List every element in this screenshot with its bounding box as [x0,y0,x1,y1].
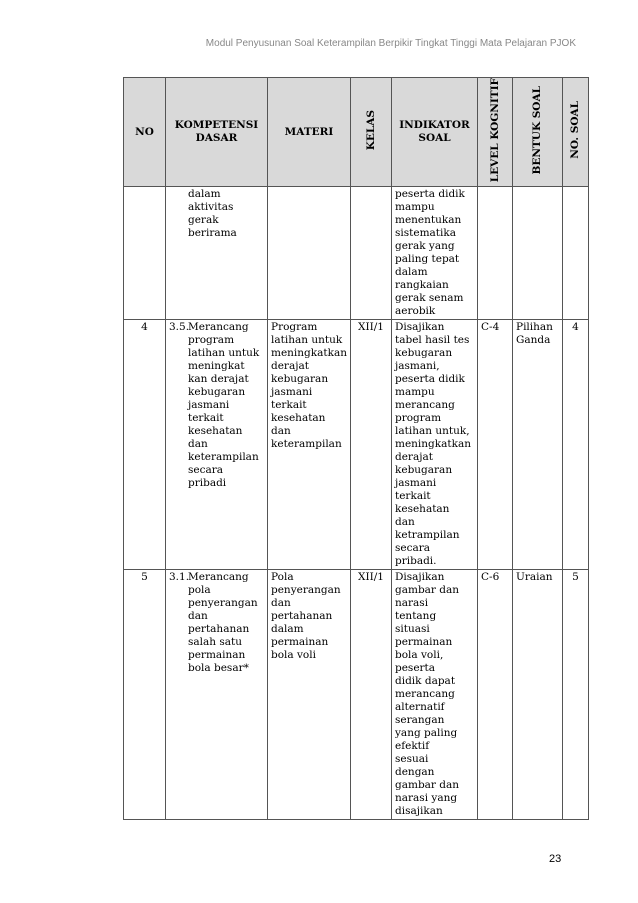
cell-kelas: XII/1 [351,570,392,820]
col-header-kompetensi-dasar: KOMPETENSI DASAR [166,78,268,187]
cell-nosoal: 5 [563,570,589,820]
cell-level: C-4 [478,320,513,570]
cell-no: 5 [124,570,166,820]
cell-indikator: Disajikan tabel hasil tes kebugaran jasmani, peserta didik mampu merancang program latihan untuk, meningkatkan derajat kebugaran jasmani terkait kesehatan dan ketrampilan secara pribadi. [392,320,478,570]
cell-indikator: peserta didik mampu menentukan sistematika gerak yang paling tepat dalam rangkaian gerak senam aerobik [392,187,478,320]
running-header: Modul Penyusunan Soal Keterampilan Berpikir Tingkat Tinggi Mata Pelajaran PJOK [205,38,576,49]
cell-bentuk: Pilihan Ganda [513,320,563,570]
col-header-level-kognitif [478,78,513,187]
cell-bentuk: Uraian [513,570,563,820]
cell-kompetensi-dasar [166,187,268,320]
col-header-indikator-soal: INDIKATOR SOAL [392,78,478,187]
kd-number: 3.1. [169,571,190,584]
cell-nosoal [563,187,589,320]
cell-materi: Pola penyerangan dan pertahanan dalam permainan bola voli [268,570,351,820]
table-header-row [124,78,589,187]
col-header-no: NO [124,78,166,187]
col-header-kelas [351,78,392,187]
cell-bentuk [513,187,563,320]
cell-materi: Program latihan untuk meningkatkan derajat kebugaran jasmani terkait kesehatan dan keterampilan [268,320,351,570]
cell-kompetensi-dasar [166,570,268,820]
col-header-no-soal [563,78,589,187]
col-header-nosoal-label: NO. SOAL [569,101,581,159]
cell-kelas: XII/1 [351,320,392,570]
kd-text: dalam aktivitas gerak berirama [188,188,237,240]
cell-no [124,187,166,320]
col-header-kelas-label: KELAS [364,109,377,151]
cell-no: 4 [124,320,166,570]
kd-text: Merancang program latihan untuk meningkat kan derajat kebugaran jasmani terkait kesehatan dan keterampilan secara pribadi [188,321,260,490]
col-header-bentuk-label: BENTUK SOAL [531,85,543,175]
kd-number: 3.5. [169,321,190,334]
cell-indikator: Disajikan gambar dan narasi tentang situasi permainan bola voli, peserta didik dapat merancang alternatif serangan yang paling efektif sesuai dengan gambar dan narasi yang disajikan [392,570,478,820]
col-header-materi: MATERI [268,78,351,187]
col-header-bentuk-soal [513,78,563,187]
table-row [124,187,589,320]
kd-number [169,188,188,240]
cell-materi [268,187,351,320]
cell-kelas [351,187,392,320]
cell-level: C-6 [478,570,513,820]
cell-kompetensi-dasar [166,320,268,570]
table-row [124,320,589,570]
question-grid-table [123,77,589,820]
col-header-level-label: LEVEL KOGNITIF [488,78,501,183]
cell-nosoal: 4 [563,320,589,570]
kd-text: Merancang pola penyerangan dan pertahanan salah satu permainan bola besar* [188,571,258,675]
cell-level [478,187,513,320]
table-row [124,570,589,820]
page-number: 23 [549,853,562,865]
